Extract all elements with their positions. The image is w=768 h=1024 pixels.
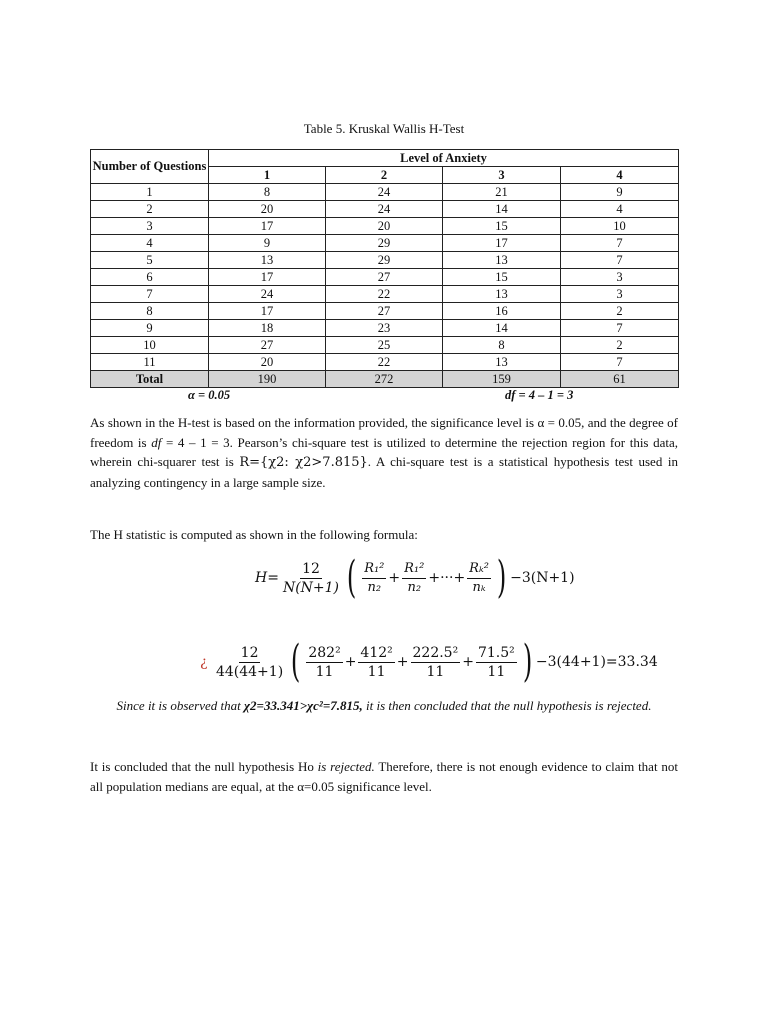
table-cell: 15 [443,218,561,235]
question-number: 7 [91,286,209,303]
table-cell: 4 [561,201,679,218]
table-row [91,303,679,320]
table-row [91,286,679,303]
header-number-of-questions: Number of Questions [91,150,209,184]
table-cell: 13 [443,354,561,371]
table-caption: Table 5. Kruskal Wallis H-Test [303,121,465,136]
table-cell: 2 [561,337,679,354]
table-cell: 7 [561,354,679,371]
table-cell: 61 [561,371,679,388]
alpha-label: α = 0.05 [188,388,231,402]
table-cell: 14 [443,320,561,337]
table-cell: 13 [443,286,561,303]
paragraph-conclusion: It is concluded that the null hypothesis Ho is rejected. Therefore, there is not enough evidence to claim that not all population medians are equal, at the α=0.05 significance level. [90,759,678,794]
table-cell: 27 [326,303,443,320]
h-formula: H= $\frac{12}{N(N+1)}$ ( $\frac{\text{R₁²}}{\text{n₂}}$ + $\frac{\text{R₁²}}{\text{n₂}}$ +···+ $\frac{\text{Rₖ²}}{\text{nₖ}}$ ) −3(N+1) [255,552,575,603]
question-number: 6 [91,269,209,286]
table-cell: 13 [209,252,326,269]
question-number: 11 [91,354,209,371]
table-cell: 21 [443,184,561,201]
table-cell: 29 [326,252,443,269]
table-cell: 10 [561,218,679,235]
question-number: 4 [91,235,209,252]
table-cell: 13 [443,252,561,269]
table-cell: 22 [326,286,443,303]
header-level-2: 2 [326,167,443,184]
table-cell: 7 [561,235,679,252]
table-cell: 3 [561,269,679,286]
table-row [91,337,679,354]
question-number: 8 [91,303,209,320]
table-cell: 20 [209,354,326,371]
table-body [91,184,679,388]
table-row [91,320,679,337]
table-cell: 3 [561,286,679,303]
table-cell: 27 [209,337,326,354]
table-row [91,218,679,235]
table-cell: 29 [326,235,443,252]
kruskal-wallis-table [90,149,679,388]
rejection-region: R={χ2: χ2>7.815} [239,455,368,470]
table-cell: 14 [443,201,561,218]
table-row [91,354,679,371]
table-cell: 22 [326,354,443,371]
table-cell: 27 [326,269,443,286]
table-cell: 18 [209,320,326,337]
table-cell: 17 [209,269,326,286]
table-row [91,235,679,252]
header-level-of-anxiety: Level of Anxiety [209,150,679,167]
table-cell: 24 [326,201,443,218]
table-cell: 17 [209,218,326,235]
table-cell: 16 [443,303,561,320]
table-cell: 2 [561,303,679,320]
table-cell: 17 [209,303,326,320]
table-cell: 15 [443,269,561,286]
question-number: 10 [91,337,209,354]
table-row [91,201,679,218]
table-row [91,269,679,286]
total-label: Total [91,371,209,388]
df-label: df = 4 – 1 = 3 [505,388,574,402]
h-computation: ¿ $\frac{12}{44(44+1)}$ ( $\frac{\text{282²}}{11}$ + $\frac{\text{412²}}{11}$ + $\frac{\text{222.5²}}{11}$ + $\frac{\text{71.5²}}{11}$ ) −3(44+1)=33.34 [200,636,658,687]
table-cell: 25 [326,337,443,354]
question-number: 2 [91,201,209,218]
table-total-row [91,371,679,388]
table-cell: 190 [209,371,326,388]
table-cell: 7 [561,252,679,269]
question-number: 1 [91,184,209,201]
table-row [91,252,679,269]
table-cell: 9 [209,235,326,252]
table-cell: 8 [209,184,326,201]
paragraph-significance: As shown in the H-test is based on the information provided, the significance level is α = 0.05, and the degree of freedom is df = 4 – 1 = 3. Pearson’s chi-square test is utilized to determine the rejection region for this data, wherein chi-squarer test is R={χ2: χ2>7.815}. A chi-square test is a statistical hypothesis test used in analyzing contingency in a large sample size. [90,415,679,490]
header-level-3: 3 [443,167,561,184]
header-level-4: 4 [561,167,679,184]
table-cell: 7 [561,320,679,337]
table-cell: 23 [326,320,443,337]
table-cell: 9 [561,184,679,201]
table-cell: 159 [443,371,561,388]
conclusion-line: Since it is observed that χ2=33.341>χc²=7.815, it is then concluded that the null hypothesis is rejected. [116,698,652,713]
table-cell: 20 [209,201,326,218]
question-number: 5 [91,252,209,269]
table-cell: 20 [326,218,443,235]
table-cell: 24 [326,184,443,201]
table-cell: 272 [326,371,443,388]
header-level-1: 1 [209,167,326,184]
table-cell: 17 [443,235,561,252]
question-number: 9 [91,320,209,337]
question-number: 3 [91,218,209,235]
paragraph-h-statistic: The H statistic is computed as shown in the following formula: [90,527,418,542]
table-cell: 24 [209,286,326,303]
table-cell: 8 [443,337,561,354]
table-row [91,184,679,201]
